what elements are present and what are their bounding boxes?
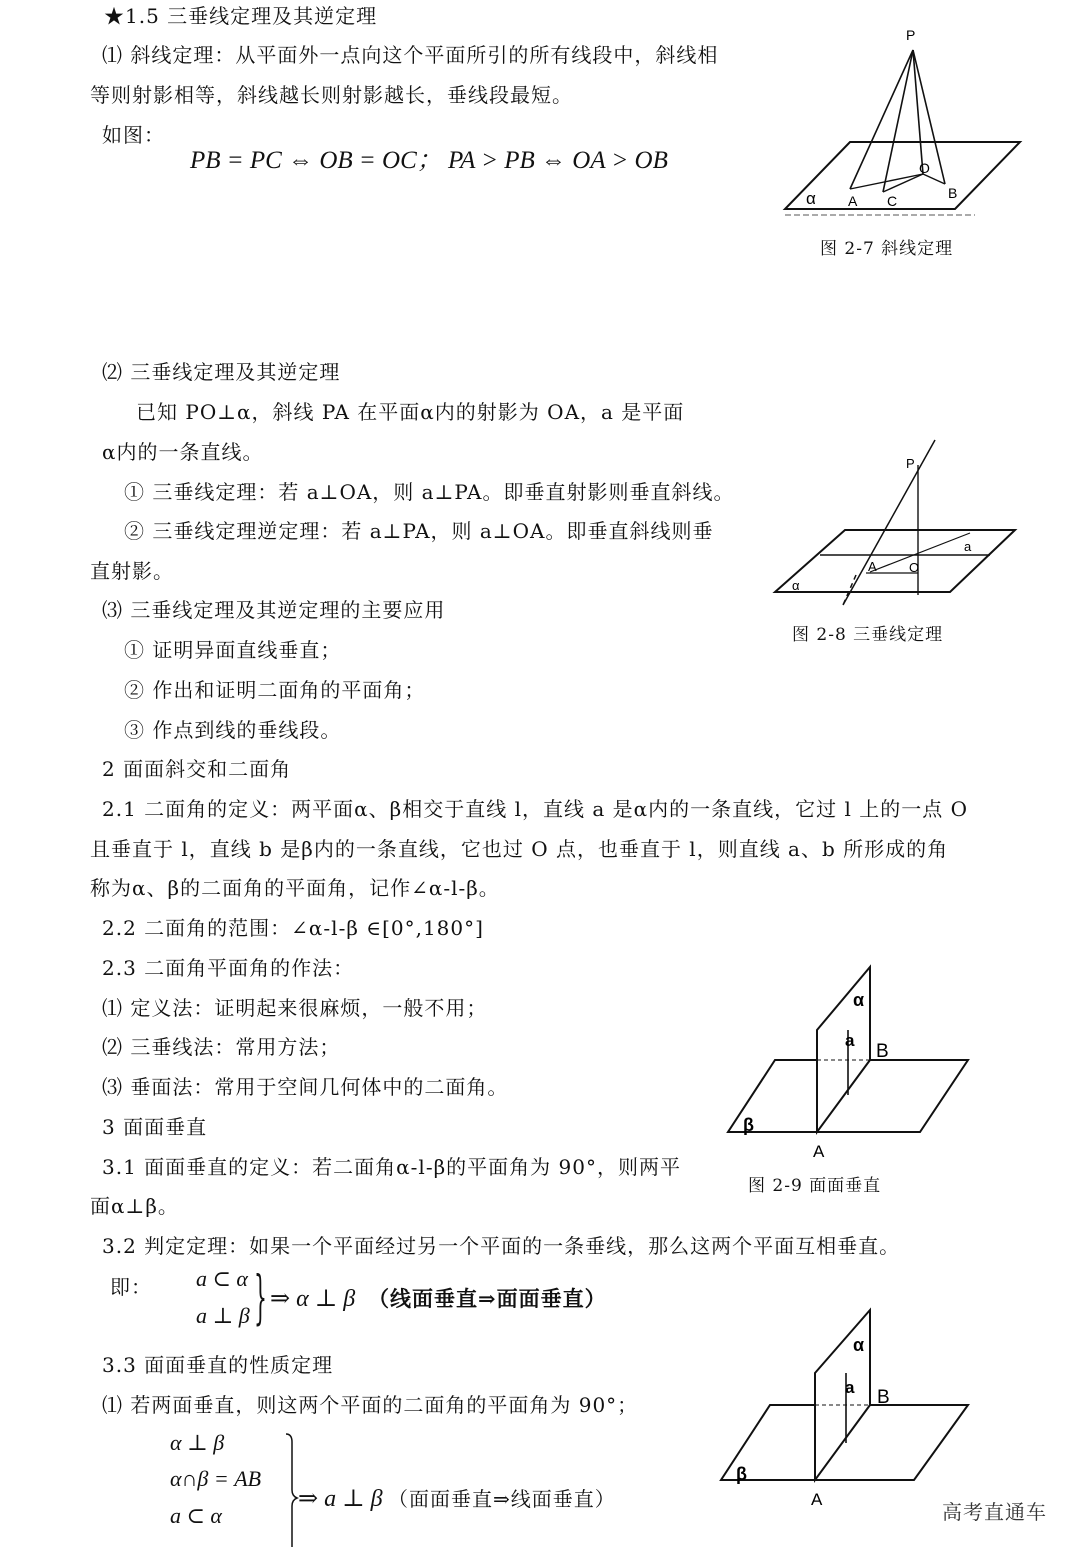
oblique-formula: PB = PC ⇔ OB = OC； PA > PB ⇔ OA > OB [190, 147, 668, 174]
fig27-label-A: A [848, 193, 858, 209]
figure-2-8-caption: 图 2-8 三垂线定理 [792, 625, 944, 645]
fig29-label-alpha: α [853, 990, 865, 1010]
application-1: ① 证明异面直线垂直； [124, 638, 342, 662]
dihedral-definition-line3: 称为α、β的二面角的平面角，记作∠α-l-β。 [90, 876, 500, 900]
dihedral-definition-line2: 且垂直于 l，直线 b 是β内的一条直线，它也过 O 点，也垂直于 l，则直线 a、b 所形成的角 [90, 837, 949, 861]
fig29-label-B: B [876, 1041, 889, 1062]
criterion-brace: } [254, 1263, 267, 1331]
fig28-label-alpha: α [792, 578, 800, 593]
dihedral-methods-heading: 2.3 二面角平面角的作法： [102, 956, 355, 980]
fig28-label-A: A [868, 559, 877, 574]
three-perp-given-line2: α内的一条直线。 [102, 440, 264, 464]
dihedral-definition-line1: 2.1 二面角的定义：两平面α、β相交于直线 l，直线 a 是α内的一条直线，它过 l 上的一点 O [102, 797, 968, 821]
property-cond-1: α ⊥ β [170, 1430, 225, 1455]
fig27-label-B: B [948, 185, 958, 201]
perp-planes-definition-line2: 面α⊥β。 [90, 1194, 179, 1218]
fig28-label-O: O [909, 560, 920, 575]
criterion-note: （线面垂直⇒面面垂直） [368, 1286, 607, 1311]
fig29-label-beta: β [743, 1115, 754, 1135]
property-note: （面面垂直⇒线面垂直） [388, 1487, 616, 1511]
method-three-perp: ⑵ 三垂线法：常用方法； [102, 1035, 341, 1059]
property-1: ⑴ 若两面垂直，则这两个平面的二面角的平面角为 90°； [102, 1393, 639, 1417]
bottom-fig-label-A: A [811, 1490, 823, 1509]
watermark: 高考直通车 [942, 1500, 1047, 1524]
fig27-label-alpha: α [806, 189, 816, 208]
bottom-fig-label-a: a [845, 1378, 855, 1397]
dihedral-range: 2.2 二面角的范围：∠α-l-β ∈[0°,180°] [102, 916, 484, 940]
oblique-theorem-line2: 等则射影相等，斜线越长则射影越长，垂线段最短。 [90, 83, 573, 107]
perp-planes-figure-bottom [718, 1305, 968, 1510]
property-brace [284, 1432, 298, 1547]
bottom-fig-label-B: B [877, 1387, 890, 1408]
three-perp-converse-line2: 直射影。 [90, 559, 174, 583]
fig29-label-a: a [845, 1031, 855, 1050]
section-heading-3: 3 面面垂直 [102, 1115, 208, 1139]
oblique-theorem-line1: ⑴ 斜线定理：从平面外一点向这个平面所引的所有线段中，斜线相 [102, 43, 719, 67]
criterion-theorem: 3.2 判定定理：如果一个平面经过另一个平面的一条垂线，那么这两个平面互相垂直。 [102, 1234, 901, 1258]
fig28-label-P: P [906, 456, 915, 471]
fig27-label-O: O [919, 160, 930, 176]
application-2: ② 作出和证明二面角的平面角； [124, 678, 426, 702]
three-perp-theorem: ① 三垂线定理：若 a⊥OA，则 a⊥PA。即垂直射影则垂直斜线。 [124, 480, 735, 504]
figure-2-7-diagram [780, 22, 1030, 222]
figure-2-8-diagram [770, 435, 1020, 610]
fig27-label-P: P [906, 27, 916, 43]
applications-heading: ⑶ 三垂线定理及其逆定理的主要应用 [102, 598, 446, 622]
perp-planes-definition-line1: 3.1 面面垂直的定义：若二面角α-l-β的平面角为 90°，则两平 [102, 1155, 681, 1179]
figure-2-9-caption: 图 2-9 面面垂直 [748, 1176, 882, 1196]
as-figure-label: 如图： [102, 123, 165, 147]
method-definition: ⑴ 定义法：证明起来很麻烦，一般不用； [102, 996, 488, 1020]
criterion-cond-2: a ⊥ β [196, 1303, 250, 1328]
ji-label: 即： [110, 1275, 152, 1299]
three-perp-given-line1: 已知 PO⊥α，斜线 PA 在平面α内的射影为 OA，a 是平面 [136, 400, 685, 424]
fig28-label-a: a [964, 539, 972, 554]
property-cond-2: α∩β = AB [170, 1466, 262, 1491]
property-theorem-heading: 3.3 面面垂直的性质定理 [102, 1353, 334, 1377]
criterion-cond-1: a ⊂ α [196, 1266, 248, 1291]
section-heading-1-5: ★1.5 三垂线定理及其逆定理 [104, 4, 378, 28]
bottom-fig-label-alpha: α [853, 1335, 865, 1355]
three-perp-heading: ⑵ 三垂线定理及其逆定理 [102, 360, 341, 384]
application-3: ③ 作点到线的垂线段。 [124, 718, 342, 742]
figure-2-9-diagram [725, 962, 975, 1162]
figure-2-7-caption: 图 2-7 斜线定理 [820, 239, 954, 259]
property-cond-3: a ⊂ α [170, 1503, 222, 1528]
method-perp-plane: ⑶ 垂面法：常用于空间几何体中的二面角。 [102, 1075, 509, 1099]
fig29-label-A: A [813, 1142, 825, 1161]
property-result: ⇒ a ⊥ β [298, 1486, 383, 1512]
three-perp-converse-line1: ② 三垂线定理逆定理：若 a⊥PA，则 a⊥OA。即垂直斜线则垂 [124, 519, 714, 543]
bottom-fig-label-beta: β [736, 1464, 747, 1484]
section-heading-2: 2 面面斜交和二面角 [102, 757, 292, 781]
fig27-label-C: C [887, 193, 898, 209]
criterion-result: ⇒ α ⊥ β [270, 1286, 356, 1312]
